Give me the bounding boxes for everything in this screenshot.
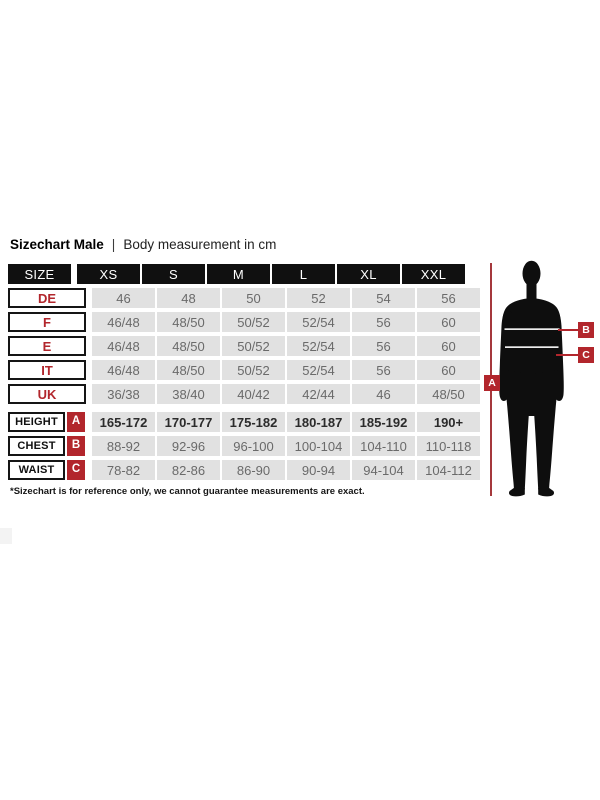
- measurement-cell: 82-86: [157, 460, 220, 480]
- size-cell: 46/48: [92, 360, 155, 380]
- title-subtitle: Body measurement in cm: [123, 237, 277, 252]
- size-cell: 56: [352, 336, 415, 356]
- column-header-size: SIZE: [8, 264, 71, 284]
- measurement-cell: 90-94: [287, 460, 350, 480]
- row-label-height: HEIGHT: [8, 412, 65, 432]
- size-cell: 48: [157, 288, 220, 308]
- measurement-cell: 86-90: [222, 460, 285, 480]
- size-cell: 52: [287, 288, 350, 308]
- silhouette-head: [523, 261, 541, 287]
- measurement-cell: 170-177: [157, 412, 220, 432]
- measurement-cell: 110-118: [417, 436, 480, 456]
- sizechart-table: [8, 264, 480, 480]
- marker-badge-b: B: [67, 436, 85, 456]
- measurement-row-waist: [8, 460, 480, 480]
- size-cell: 60: [417, 312, 480, 332]
- measurement-row-height: [8, 412, 480, 432]
- column-header-s: S: [142, 264, 205, 284]
- measurement-cell: 180-187: [287, 412, 350, 432]
- measurement-cell: 96-100: [222, 436, 285, 456]
- figure-marker-badge-c: C: [578, 347, 594, 363]
- size-cell: 52/54: [287, 336, 350, 356]
- row-label-waist: WAIST: [8, 460, 65, 480]
- column-header-xl: XL: [337, 264, 400, 284]
- column-header-m: M: [207, 264, 270, 284]
- size-cell: 36/38: [92, 384, 155, 404]
- figure-marker-badge-a: A: [484, 375, 500, 391]
- size-cell: 46: [352, 384, 415, 404]
- size-cell: 56: [417, 288, 480, 308]
- row-label-de: DE: [8, 288, 86, 308]
- size-cell: 54: [352, 288, 415, 308]
- measurement-cell: 100-104: [287, 436, 350, 456]
- male-body-silhouette: [494, 258, 574, 500]
- size-row-f: [8, 312, 480, 332]
- table-header-row: [8, 264, 480, 284]
- chest-marker-connector: [558, 329, 580, 331]
- column-header-xs: XS: [77, 264, 140, 284]
- figure-marker-badge-b: B: [578, 322, 594, 338]
- size-cell: 40/42: [222, 384, 285, 404]
- row-label-it: IT: [8, 360, 86, 380]
- page-title: [10, 237, 276, 252]
- size-cell: 48/50: [417, 384, 480, 404]
- size-cell: 60: [417, 360, 480, 380]
- size-cell: 48/50: [157, 360, 220, 380]
- measurement-row-chest: [8, 436, 480, 456]
- row-label-uk: UK: [8, 384, 86, 404]
- measurement-cell: 165-172: [92, 412, 155, 432]
- measurement-cell: 104-110: [352, 436, 415, 456]
- watermark-square: [0, 528, 12, 544]
- size-cell: 60: [417, 336, 480, 356]
- measurement-cell: 92-96: [157, 436, 220, 456]
- marker-badge-c: C: [67, 460, 85, 480]
- size-cell: 56: [352, 360, 415, 380]
- size-row-it: [8, 360, 480, 380]
- size-cell: 48/50: [157, 312, 220, 332]
- size-cell: 46/48: [92, 336, 155, 356]
- measurement-cell: 88-92: [92, 436, 155, 456]
- row-label-f: F: [8, 312, 86, 332]
- measurement-cell: 94-104: [352, 460, 415, 480]
- title-main: Sizechart Male: [10, 237, 104, 252]
- measurement-cell: 104-112: [417, 460, 480, 480]
- column-header-xxl: XXL: [402, 264, 465, 284]
- measurement-cell: 185-192: [352, 412, 415, 432]
- size-cell: 50/52: [222, 360, 285, 380]
- chest-measure-line: [505, 328, 560, 330]
- title-separator: |: [111, 237, 116, 252]
- row-label-e: E: [8, 336, 86, 356]
- size-cell: 50: [222, 288, 285, 308]
- waist-marker-connector: [556, 354, 580, 356]
- measurement-cell: 190+: [417, 412, 480, 432]
- measurement-cell: 175-182: [222, 412, 285, 432]
- size-cell: 42/44: [287, 384, 350, 404]
- footnote: *Sizechart is for reference only, we cannot guarantee measurements are exact.: [10, 486, 365, 497]
- waist-measure-line: [505, 346, 559, 348]
- size-cell: 46/48: [92, 312, 155, 332]
- row-label-chest: CHEST: [8, 436, 65, 456]
- size-cell: 38/40: [157, 384, 220, 404]
- size-cell: 56: [352, 312, 415, 332]
- column-header-l: L: [272, 264, 335, 284]
- size-cell: 48/50: [157, 336, 220, 356]
- size-row-uk: [8, 384, 480, 404]
- size-row-de: [8, 288, 480, 308]
- size-cell: 52/54: [287, 312, 350, 332]
- size-row-e: [8, 336, 480, 356]
- marker-badge-a: A: [67, 412, 85, 432]
- size-cell: 50/52: [222, 312, 285, 332]
- measurement-cell: 78-82: [92, 460, 155, 480]
- size-cell: 50/52: [222, 336, 285, 356]
- size-cell: 46: [92, 288, 155, 308]
- size-cell: 52/54: [287, 360, 350, 380]
